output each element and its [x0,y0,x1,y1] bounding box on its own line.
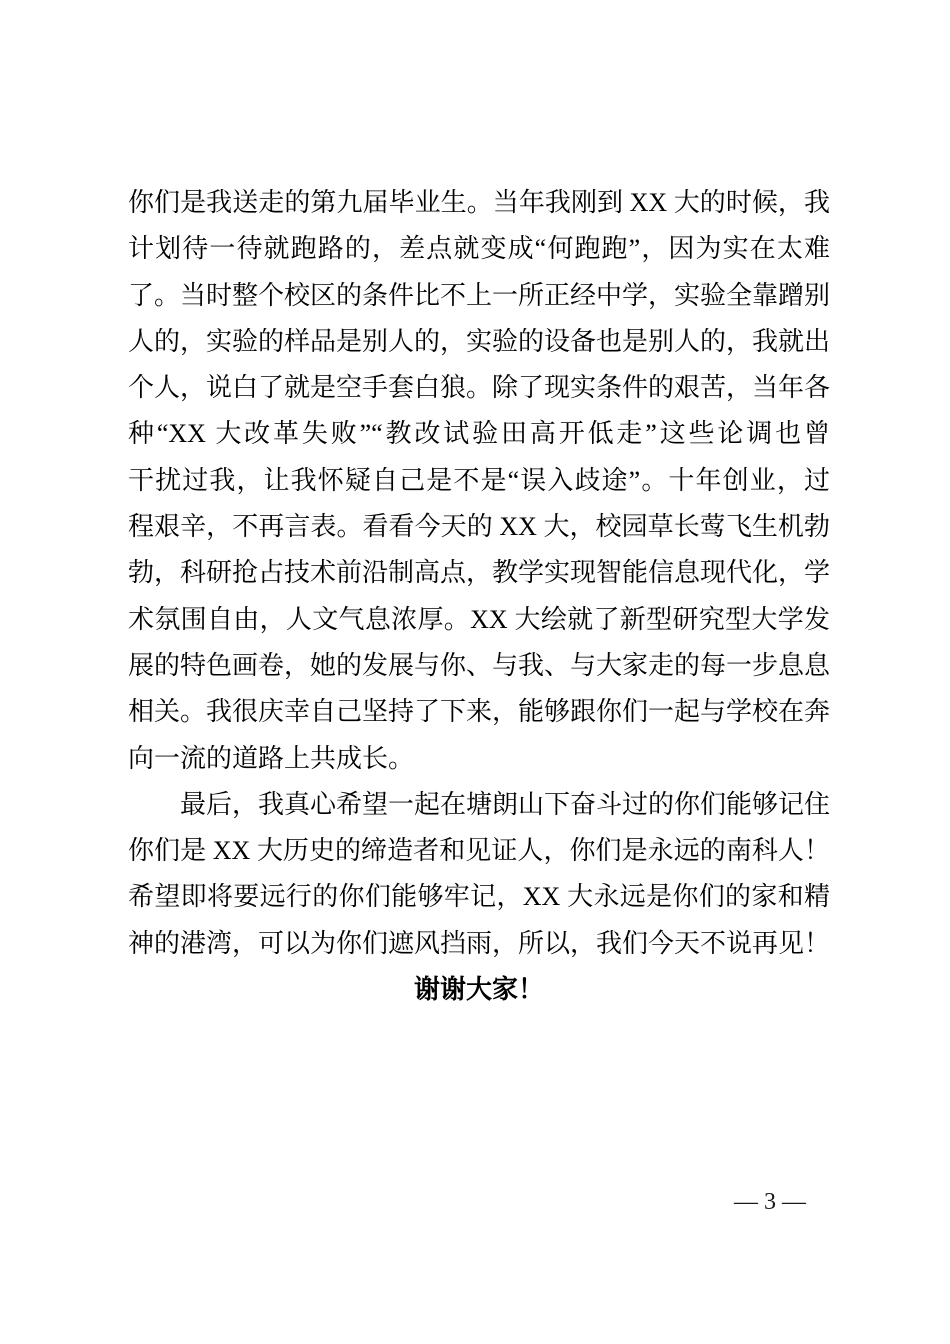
body-line: 个人，说白了就是空手套白狼。除了现实条件的艰苦，当年各 [128,373,831,403]
body-line: 你们是 XX 大历史的缔造者和见证人，你们是永远的南科人！ [128,836,830,866]
body-line: 向一流的道路上共成长。 [128,743,415,773]
page-number: — 3 — [734,1189,806,1215]
closing-line: 谢谢大家！ [413,975,544,1005]
body-line: 计划待一待就跑路的，差点就变成“何跑跑”，因为实在太难 [128,234,830,264]
body-line: 了。当时整个校区的条件比不上一所正经中学，实验全靠蹭别 [128,280,831,310]
body-line: 术氛围自由，人文气息浓厚。XX 大绘就了新型研究型大学发 [128,604,830,634]
body-line: 种“XX 大改革失败”“教改试验田高开低走”这些论调也曾 [128,419,830,449]
body-line: 勃，科研抢占技术前沿制高点，教学实现智能信息现代化，学 [128,558,831,588]
body-text [128,180,830,1013]
body-line: 希望即将要远行的你们能够牢记，XX 大永远是你们的家和精 [128,882,830,912]
body-line: 相关。我很庆幸自己坚持了下来，能够跟你们一起与学校在奔 [128,697,831,727]
body-line: 干扰过我，让我怀疑自己是不是“误入歧途”。十年创业，过 [128,465,830,495]
body-line: 展的特色画卷，她的发展与你、与我、与大家走的每一步息息 [128,650,831,680]
body-line: 程艰辛，不再言表。看看今天的 XX 大，校园草长莺飞生机勃 [128,512,830,542]
body-line: 你们是我送走的第九届毕业生。当年我刚到 XX 大的时候，我 [128,188,830,217]
body-line: 神的港湾，可以为你们遮风挡雨，所以，我们今天不说再见！ [128,928,831,958]
body-line: 人的，实验的样品是别人的，实验的设备也是别人的，我就出 [128,326,831,356]
body-line-paragraph-start: 最后，我真心希望一起在塘朗山下奋斗过的你们能够记住 [180,789,831,819]
